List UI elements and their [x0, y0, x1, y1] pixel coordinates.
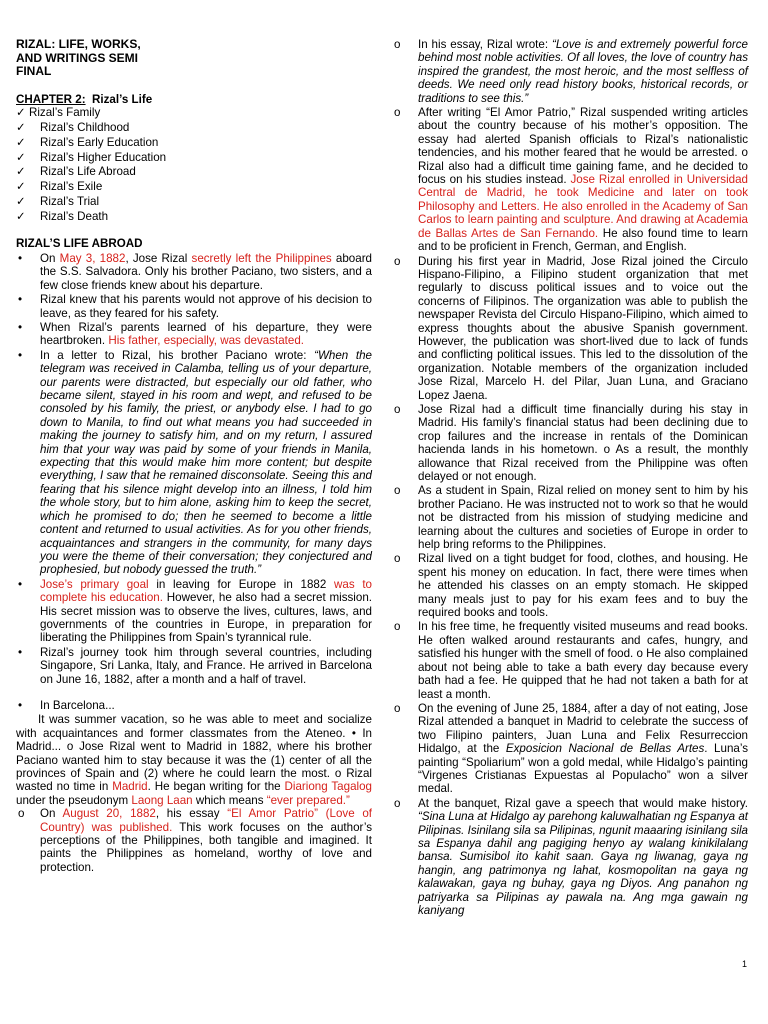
bullet-paragraph: • Rizal’s journey took him through several countries, including Singapore, Sri Lanka, Italy, and France. He arrived in Barcelona on June 16, 1882, after a month and a half of travel.	[18, 645, 372, 686]
checklist-item: ✓ Rizal’s Life Abroad	[16, 165, 136, 179]
sub-bullet-paragraph: o In his essay, Rizal wrote: “Love is and extremely powerful force behind most noble activities. Of all loves, the love of country has inspired the grandest, the most heroic, and the most selfless of deeds. We need only read history books, historical records, or traditions to see this.”	[394, 38, 748, 105]
bullet-paragraph: • Jose’s primary goal in leaving for Europe in 1882 was to complete his education. However, he also had a secret mission. His secret mission was to observe the lives, cultures, laws, and governments of the countries in Europe, in preparation for liberating the Philippines from Spain’s tyrannical rule.	[18, 577, 372, 645]
bullet-paragraph: • Rizal knew that his parents would not approve of his decision to leave, as they feared for his safety.	[18, 293, 372, 320]
sub-bullet-paragraph: o On the evening of June 25, 1884, after a day of not eating, Jose Rizal attended a banquet in Madrid to celebrate the success of two Filipino painters, Juan Luna and Felix Resurreccion Hidalgo, at the Exposicion Nacional de Bellas Artes. Luna’s painting “Spoliarium” won a gold medal, while Hidalgo’s painting “Virgenes Cristianas Expuestas al Populacho” won a silver medal.	[394, 701, 748, 796]
checklist-item: ✓ Rizal’s Family	[16, 106, 101, 120]
doc-title-line: AND WRITINGS SEMI	[16, 50, 138, 65]
sub-bullet-paragraph: o After writing “El Amor Patrio,” Rizal suspended writing articles about the country because of his mother’s opposition. The essay had alerted Spanish officials to Rizal’s nationalistic tendencies, and his mother feared that he would be arrested. o Rizal also had a difficult time gaining fame, and he decided to focus on his studies instead. Jose Rizal enrolled in Universidad Central de Madrid, he took Medicine and later on took Philosophy and Letters. He also enrolled in the Academy of San Carlos to learn painting and sculpture. And drawing at Academia de Ballas Artes de San Fernando. He also found time to learn and to be proficient in French, German, and English.	[394, 106, 749, 254]
doc-title-line: RIZAL: LIFE, WORKS,	[16, 37, 141, 51]
circle-bullet-icon: o	[394, 552, 401, 566]
bullet-icon: •	[18, 251, 23, 265]
circle-bullet-icon: o	[394, 701, 401, 715]
page-number: 1	[741, 959, 747, 969]
chapter-checklist	[16, 106, 372, 224]
circle-bullet-icon: o	[18, 807, 25, 821]
checklist-item: ✓ Rizal’s Exile	[16, 180, 103, 194]
bullet-icon: •	[18, 321, 23, 334]
chapter-title: Rizal’s Life	[92, 92, 153, 106]
sub-bullet-paragraph: o Jose Rizal had a difficult time financially during his stay in Madrid. His family’s financial status had been declining due to crop failures and the increase in rentals of the Dominican hacienda lands in his hometown. o As a result, the monthly allowance that Rizal received from the Philippine was often delayed or not enough.	[394, 402, 748, 483]
bullet-icon: •	[18, 645, 23, 659]
circle-bullet-icon: o	[394, 254, 401, 268]
check-icon: ✓	[16, 209, 26, 223]
circle-bullet-icon: o	[394, 484, 401, 498]
bullet-paragraph: • On May 3, 1882, Jose Rizal secretly left the Philippines aboard the S.S. Salvadora. Only his brother Paciano, two sisters, and a few close friends knew about his departure.	[18, 251, 372, 292]
circle-bullet-icon: o	[394, 796, 401, 810]
check-icon: ✓	[16, 106, 26, 120]
check-icon: ✓	[16, 150, 26, 164]
sub-bullet-paragraph: o As a student in Spain, Rizal relied on money sent to him by his brother Paciano. He was instructed not to work so that he would not be distracted from his mission of studying medicine and learning about the cultures and societies of Europe in order to help bring reforms to the Philippines.	[394, 484, 748, 552]
check-icon: ✓	[16, 180, 26, 194]
checklist-item: ✓ Rizal’s Trial	[16, 194, 100, 208]
section-heading: RIZAL’S LIFE ABROAD	[16, 236, 143, 250]
bullet-paragraph: • When Rizal’s parents learned of his departure, they were heartbroken. His father, especially, was devastated.	[18, 321, 372, 348]
checklist-item: ✓ Rizal’s Death	[16, 209, 109, 223]
sub-bullet-paragraph: o During his first year in Madrid, Jose Rizal joined the Circulo Hispano-Filipino, a Filipino student organization that met regularly to discuss political issues and to voice out the concerns of Filipinos. The organization was able to publish the newspaper Revista del Circulo Hispano-Filipino, which aimed to express thoughts about the abusive Spanish government. However, the publication was short-lived due to lack of funds and conflicting political issues. This led to the dissolution of the organization. Notable members of the organization included Jose Rizal, Marcelo H. del Pilar, Juan Luna, and Graciano Lopez Jaena.	[394, 254, 748, 402]
circle-bullet-icon: o	[394, 106, 401, 120]
circle-bullet-icon: o	[394, 402, 401, 416]
check-icon: ✓	[16, 120, 26, 134]
check-icon: ✓	[16, 194, 26, 208]
sub-bullet-paragraph: o At the banquet, Rizal gave a speech that would make history. “Sina Luna at Hidalgo ay parehong kaluwalhatian ng Espanya at Pilipinas. Isinilang sila sa Pilipinas, ngunit maaaring isinilang sila sa Espanya dahil ang pagiging henyo ay walang kinikilalang bansa. Sumisibol ito kahit saan. Gaya ng liwanag, gaya ng hangin, ang patrimonya ng lahat, kosmopolitan na gaya ng kalawakan, gaya ng buhay, gaya ng Diyos. Ang panahon ng patriyarka sa Pilipinas ay pawala na. Ang mga gawain ng kaniyang	[394, 796, 749, 917]
sub-bullet-paragraph: o Rizal lived on a tight budget for food, clothes, and housing. He spent his money on education. In fact, there were times when he attended his classes on an empty stomach. He skipped many meals just to pay for his exam fees and to buy the required books and tools.	[394, 552, 748, 620]
bullet-paragraph: • In Barcelona...	[18, 698, 115, 712]
bullet-icon: •	[18, 698, 23, 712]
checklist-item: ✓ Rizal’s Higher Education	[16, 150, 167, 164]
checklist-item: ✓ Rizal’s Childhood	[16, 120, 130, 134]
bullet-icon: •	[18, 293, 23, 307]
sub-bullet-paragraph: o In his free time, he frequently visited museums and read books. He often walked around restaurants and cafes, hungry, and satisfied his hunger with the smell of food. o He also complained about not being able to take a bath every day because every bath had a fee. He quipped that he had not taken a bath for at least a month.	[394, 620, 748, 701]
check-icon: ✓	[16, 165, 26, 179]
chapter-heading	[16, 93, 372, 106]
check-icon: ✓	[16, 135, 26, 149]
checklist-item: ✓ Rizal’s Early Education	[16, 135, 159, 149]
circle-bullet-icon: o	[394, 38, 401, 51]
bullet-paragraph: • In a letter to Rizal, his brother Paciano wrote: “When the telegram was received in Calamba, telling us of your departure, our parents were distracted, but especially our old father, who became silent, stayed in his room and wept, and refused to be consoled by his family, the priest, or anybody else. I had to go down to Manila, to find out what means you had succeeded in making the journey to satisfy him, and on my return, I assured him that your way was paid by some of your friends in Manila, expecting that this would make him more content; but despite everything, I saw that he remained disconsolate. Seeing this and fearing that his silence might develop into an illness, I told him the whole story, but to him alone, asking him to keep the secret, which he promised to do; then he seemed to become a little content and returned to usual activities. As for you other friends, acquaintances and strangers in the community, for many days you were the theme of their conversation; they conjectured and prophesied, but nobody guessed the truth.”	[18, 348, 372, 577]
chapter-label: CHAPTER 2:	[16, 92, 86, 106]
body-paragraph: It was summer vacation, so he was able to meet and socialize with acquaintances and former classmates from the Ateneo. • In Madrid... o Jose Rizal went to Madrid in 1882, where his brother Paciano wanted him to stay because it was the (1) center of all the provinces of Spain and (2) where he could learn the most. o Rizal wasted no time in Madrid. He began writing for the Diariong Tagalog under the pseudonym Laong Laan which means “ever prepared.”	[16, 713, 372, 807]
right-column	[396, 38, 748, 918]
circle-bullet-icon: o	[394, 620, 401, 634]
left-column	[16, 38, 372, 875]
sub-bullet-paragraph: o On August 20, 1882, his essay “El Amor Patrio” (Love of Country) was published. This work focuses on the author’s perceptions of the Philippines, both tangible and imagined. It paints the Philippines as homeland, worthy of love and protection.	[18, 807, 372, 874]
bullet-icon: •	[18, 348, 23, 362]
bullet-icon: •	[18, 577, 23, 591]
doc-title-line: FINAL	[16, 64, 52, 79]
